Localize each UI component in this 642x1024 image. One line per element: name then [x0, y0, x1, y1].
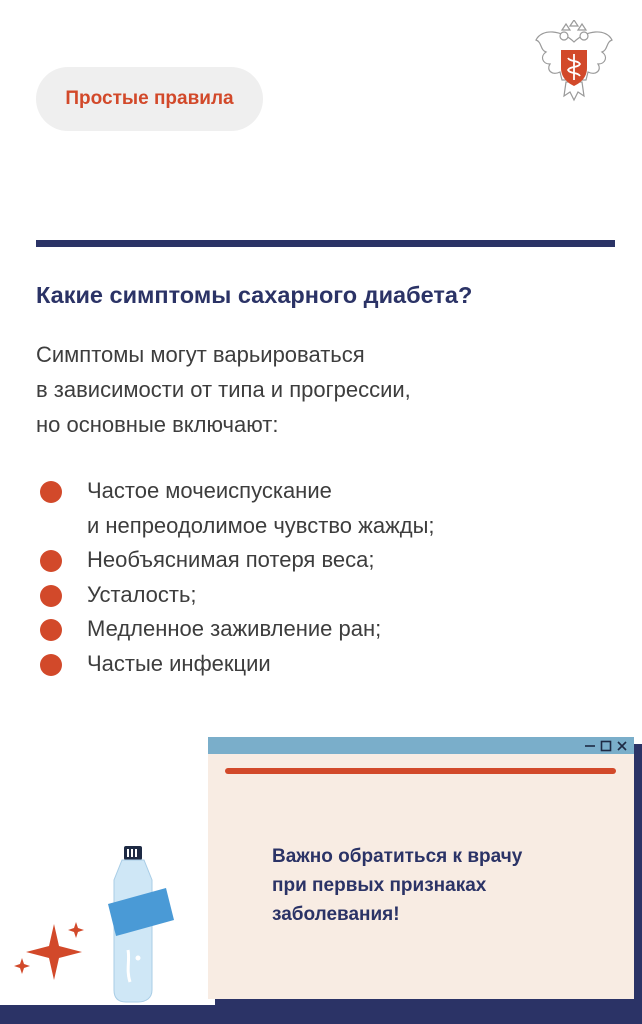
minimize-icon[interactable]: [584, 740, 596, 752]
eagle-emblem-icon: [532, 20, 616, 110]
window-titlebar: [208, 737, 634, 754]
symptom-list: [40, 474, 610, 681]
window-accent-bar: [225, 768, 616, 774]
list-item-text: Частое мочеиспускание: [87, 478, 332, 503]
list-item-text: и непреодолимое чувство жажды;: [87, 512, 435, 538]
bullet-icon: [40, 550, 62, 572]
sparkle-icon: [14, 918, 86, 980]
intro-line: Симптомы могут варьироваться: [36, 342, 365, 367]
category-tag-label: Простые правила: [65, 88, 234, 109]
notice-window: [208, 737, 634, 999]
bullet-icon: [40, 619, 62, 641]
notice-text: [272, 842, 612, 929]
page-title: Какие симптомы сахарного диабета?: [36, 282, 473, 308]
intro-line: в зависимости от типа и прогрессии,: [36, 377, 411, 402]
maximize-icon[interactable]: [600, 740, 612, 752]
category-tag: [36, 67, 263, 131]
list-item-text: Усталость;: [87, 581, 197, 607]
list-item: [40, 612, 610, 647]
notice-line: при первых признаках: [272, 875, 487, 896]
intro-line: но основные включают:: [36, 412, 279, 437]
list-item: [40, 543, 610, 578]
bullet-icon: [40, 481, 62, 503]
footer-band: [0, 1005, 642, 1024]
window-controls: [584, 737, 628, 754]
list-item: [40, 647, 610, 682]
intro-text: [36, 337, 596, 442]
bullet-icon: [40, 654, 62, 676]
notice-line: заболевания!: [272, 904, 400, 925]
list-item: [40, 578, 610, 613]
list-item-text: Медленное заживление ран;: [87, 616, 382, 641]
water-bottle-icon: [106, 840, 192, 1005]
close-icon[interactable]: [616, 740, 628, 752]
list-item-text: Необъяснимая потеря веса;: [87, 547, 375, 572]
section-divider: [36, 240, 615, 247]
bullet-icon: [40, 585, 62, 607]
notice-line: Важно обратиться к врачу: [272, 846, 523, 867]
list-item-text: Частые инфекции: [87, 650, 271, 676]
list-item: [40, 474, 610, 543]
